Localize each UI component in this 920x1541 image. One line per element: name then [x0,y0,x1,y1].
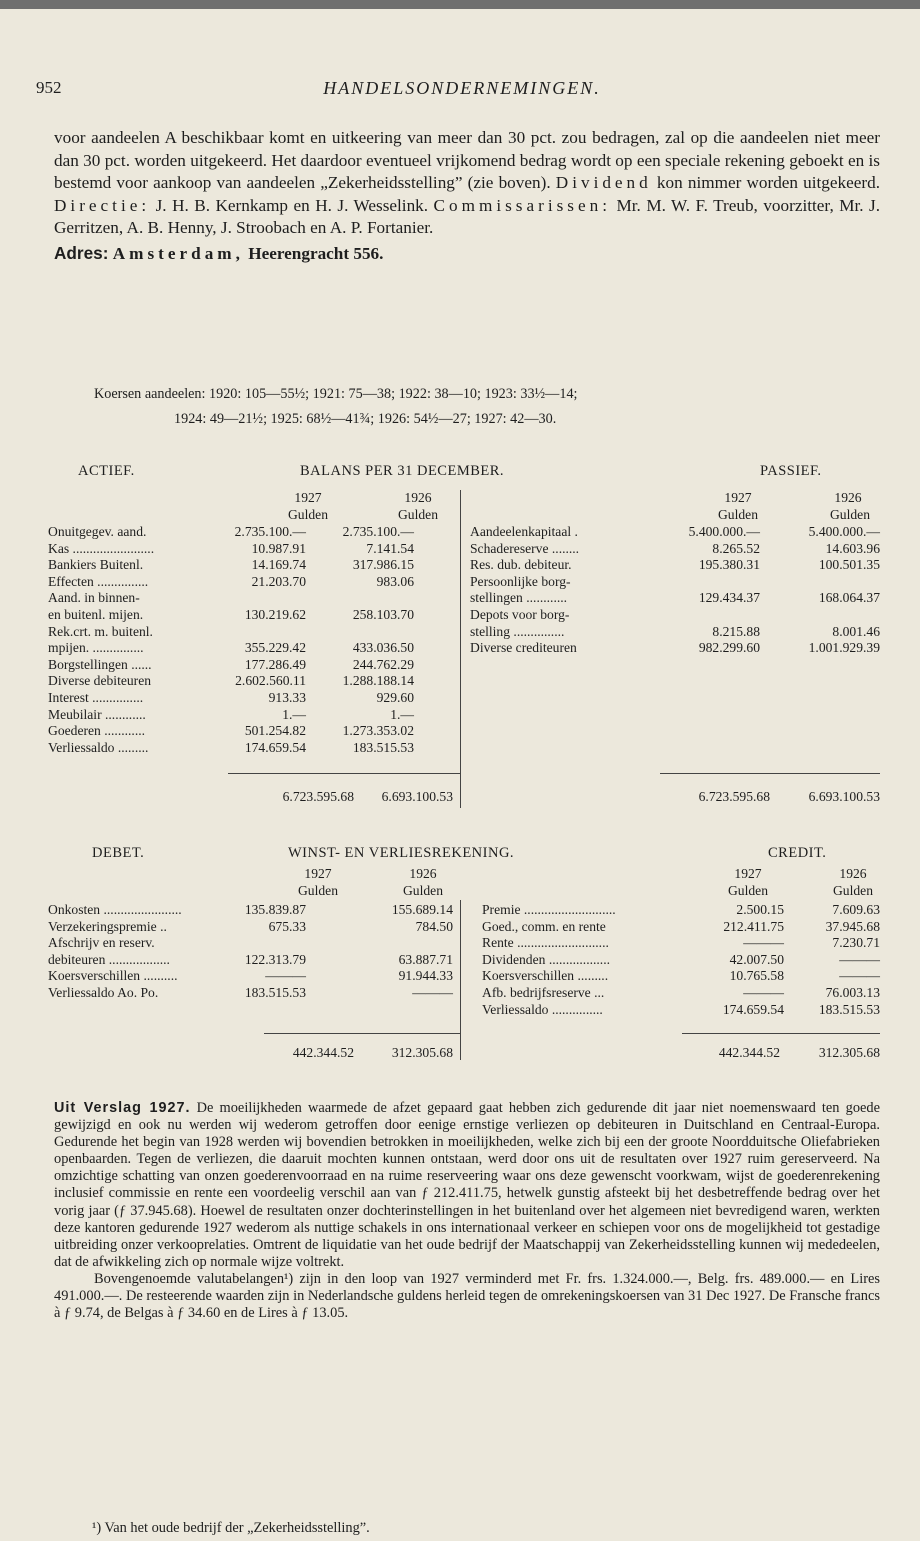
row-value-a: 174.659.54 [722,1001,784,1017]
row-value-b: 91.944.33 [398,968,453,984]
row-label: mpijen. ............... [48,640,144,656]
row-label: Aand. in binnen- [48,590,140,606]
intro-text-4: Mr. M. W. F. Treub, voorzitter, Mr. J. Gerritzen, A. B. Henny, J. Stroobach en A. P. Fortanier. [54,195,881,238]
row-value-b: 258.103.70 [352,606,414,622]
table-row [48,673,453,690]
table-row [470,607,880,624]
pl-right-currency-a: Gulden [727,882,769,898]
pl-divider [460,900,461,1060]
table-row [482,919,880,936]
row-value-b: 63.887.71 [398,951,453,967]
pl-right-total-a: 442.344.52 [718,1045,780,1060]
intro-paragraph [54,127,880,240]
row-label: Diverse crediteuren [470,640,577,656]
dividend-label: Dividend [555,173,652,193]
row-label: Onkosten ....................... [48,902,182,917]
balance-left-rule [228,773,460,774]
balance-right-total-b: 6.693.100.53 [808,789,880,804]
pl-left-total-a: 442.344.52 [292,1045,354,1060]
quotes-line-2: 1924: 49—21½; 1925: 68½—41¾; 1926: 54½—27; 1927: 42—30. [174,411,557,427]
table-row [48,557,453,574]
row-value-b: 1.001.929.39 [808,640,880,656]
table-row [482,902,880,919]
row-value-b: 7.141.54 [366,540,414,556]
page-header [36,78,888,100]
row-label: debiteuren .................. [48,951,170,967]
balance-left-year-b: 1926 [404,490,432,505]
row-label: stellingen ............ [470,590,568,606]
table-row [48,524,453,541]
row-label: Rek.crt. m. buitenl. [48,623,153,639]
table-row [482,935,880,952]
pl-left-currency-b: Gulden [402,882,444,898]
pl-right-year-a: 1927 [734,866,762,881]
pl-left-year-a: 1927 [304,866,332,881]
page-number: 952 [36,78,62,97]
balance-right-year-a: 1927 [724,490,752,505]
row-label: Diverse debiteuren [48,673,152,689]
balance-left-total-b: 6.693.100.53 [381,789,453,804]
row-value-b: ——— [412,984,453,1000]
row-value-b: 37.945.68 [825,918,880,934]
row-value-b: 317.986.15 [352,557,414,573]
row-value-a: 8.215.88 [712,623,760,639]
row-label: Koersverschillen .......... [48,968,178,984]
table-row [470,640,880,657]
row-value-b: 433.036.50 [352,640,414,656]
row-value-a: 21.203.70 [251,573,306,589]
table-row [48,590,453,607]
balance-right-rule [660,773,880,774]
quotes-line-1: Koersen aandeelen: 1920: 105—55½; 1921: 75—38; 1922: 38—10; 1923: 33½—14; [94,386,578,402]
table-row [48,919,453,936]
row-label: Borgstellingen ...... [48,656,152,672]
table-row [470,574,880,591]
row-label: Goederen ............ [48,723,146,739]
row-value-a: 10.765.58 [729,968,784,984]
balance-left-currency-b: Gulden [397,506,439,522]
row-value-b: 7.230.71 [832,935,880,951]
row-value-a: 2.735.100.— [234,524,306,539]
address-line [54,242,880,266]
table-row [48,952,453,969]
row-value-a: 2.602.560.11 [235,673,306,689]
table-row [48,902,453,919]
balance-left-year-a: 1927 [294,490,322,505]
balance-left-table [48,524,453,756]
row-value-a: 177.286.49 [244,656,306,672]
row-value-a: 183.515.53 [244,984,306,1000]
balance-left-currency-a: Gulden [287,506,329,522]
pl-totals [48,1045,890,1062]
footnote: ¹) Van het oude bedrijf der „Zekerheidsstelling”. [92,1520,370,1536]
pl-left-rule [264,1033,460,1034]
table-row [48,640,453,657]
balance-right-total-a: 6.723.595.68 [698,789,770,804]
intro-text-2: kon nimmer worden uitgekeerd. [656,173,880,193]
pl-column-heads [48,866,890,899]
row-value-a: 195.380.31 [698,557,760,573]
pl-right-rule [682,1033,880,1034]
directie-label: Directie: [54,195,151,215]
row-label: Persoonlijke borg- [470,573,571,589]
row-value-a: ——— [743,935,784,951]
row-value-a: 2.500.15 [736,902,784,917]
row-value-a: 174.659.54 [244,739,306,755]
row-label: Res. dub. debiteur. [470,557,572,573]
row-value-b: 1.288.188.14 [342,673,414,689]
pl-right-total-b: 312.305.68 [818,1045,880,1060]
row-value-b: ——— [839,951,880,967]
row-value-a: ——— [743,984,784,1000]
balance-right-currency-b: Gulden [829,506,871,522]
row-label: Dividenden .................. [482,951,610,967]
table-row [48,574,453,591]
table-row [48,985,453,1002]
balance-left-title: ACTIEF. [78,463,135,479]
table-row [470,524,880,541]
address-street: Heerengracht 556. [248,243,384,263]
row-label: Verliessaldo ......... [48,739,149,755]
table-row [470,590,880,607]
row-value-a: 982.299.60 [698,640,760,656]
balance-totals [48,789,890,806]
table-row [48,607,453,624]
balance-title: BALANS PER 31 DECEMBER. [300,463,505,479]
row-value-b: 1.273.353.02 [342,723,414,739]
row-value-b: 929.60 [376,689,414,705]
table-row [482,968,880,985]
row-label: Schadereserve ........ [470,540,580,556]
row-value-a: 129.434.37 [698,590,760,606]
row-label: Koersverschillen ......... [482,968,609,984]
pl-left-year-b: 1926 [409,866,437,881]
pl-left-table [48,902,453,1002]
intro-text-1: voor aandeelen A beschikbaar komt en uitkeering van meer dan 30 pct. zou bedragen, zal op die aandeelen niet meer dan 30 pct. worden uitgekeerd. Het daardoor eventueel vrijkomend bedrag wordt op een speciale rekening geboekt en is bestemd voor aankoop van aandeelen „Zekerheidsstelling” (zie boven). [54,128,880,193]
pl-left-total-b: 312.305.68 [391,1045,453,1060]
row-value-b: 244.762.29 [352,656,414,672]
row-value-b: 155.689.14 [391,902,453,917]
row-value-a: 10.987.91 [251,540,306,556]
intro-text-3: J. H. B. Kernkamp en H. J. Wesselink. [155,195,429,215]
table-row [470,541,880,558]
table-row [470,557,880,574]
row-label: en buitenl. mijen. [48,606,144,622]
row-value-a: 212.411.75 [723,918,784,934]
row-value-b: 2.735.100.— [342,524,414,539]
table-row [48,968,453,985]
table-row [482,985,880,1002]
row-value-a: 355.229.42 [244,640,306,656]
balance-divider [460,490,461,808]
balance-left-total-a: 6.723.595.68 [282,789,354,804]
row-label: Aandeelenkapitaal . [470,524,578,539]
share-quotes [54,382,880,432]
pl-right-table [482,902,880,1018]
row-value-a: 14.169.74 [251,557,306,573]
balance-column-heads [48,490,890,523]
row-label: Premie ........................... [482,902,616,917]
running-title: HANDELSONDERNEMINGEN. [323,78,601,98]
table-row [48,624,453,641]
row-label: Afb. bedrijfsreserve ... [482,984,605,1000]
row-value-b: 14.603.96 [825,540,880,556]
row-value-a: 913.33 [268,689,306,705]
commissarissen-label: Commissarissen: [433,195,611,215]
address-city: Amsterdam, [112,243,244,263]
pl-right-year-b: 1926 [839,866,867,881]
report-text-1: De moeilijkheden waarmede de afzet gepaard gaat hebben zich gedurende dit jaar niet noemenswaard ten goede gewijzigd en ook nu werden wij wederom getroffen door eenige ernstige verliezen op debiteuren in Duitschland en Centraal-Europa. Gedurende het begin van 1928 werden wij bovendien betrokken in moeilijkheden, welke zich bij een der groote Noordduitsche Oliefabrieken openbaarden. Tegen de verliezen, die daaruit mochten kunnen ontstaan, werd door ons uit de resultaten over 1927 ruim gereserveerd. Na omzichtige schatting van onzen goederenvoorraad en na ruime reserveering waar ons deze gewenscht voorkwam, wijst de goederenrekening inclusief commissie en rente een voordeelig verschil aan van ƒ 212.411.75, hetwelk gunstig afsteekt bij het desbetreffende bedrag over het vorig jaar (ƒ 37.945.68). Hoewel de resultaten onzer dochterinstellingen in het buitenland over het algemeen niet bevredigend waren, werkten deze kantoren gedurende 1927 wederom als nuttige schakels in ons internationaal verkeer en schiepen voor ons de mogelijkheid tot gestadige uitbreiding onzer verkooprelaties. Omtrent de liquidatie van het oude bedrijf der Maatschappij van Zekerheidsstelling kunnen wij mededeelen, dat de afwikkeling zich op normale wijze voltrekt. [54,1100,880,1270]
row-value-b: 183.515.53 [818,1001,880,1017]
row-value-a: 8.265.52 [712,540,760,556]
row-label: Meubilair ............ [48,706,146,722]
row-value-b: 784.50 [415,918,453,934]
row-value-a: 130.219.62 [244,606,306,622]
row-value-b: ——— [839,968,880,984]
table-row [470,624,880,641]
row-label: Verzekeringspremie .. [48,918,167,934]
row-label: Rente ........................... [482,935,609,951]
row-value-b: 5.400.000.— [808,524,880,539]
row-value-b: 1.— [390,706,414,722]
row-label: Verliessaldo Ao. Po. [48,984,159,1000]
balance-right-year-b: 1926 [834,490,862,505]
report-lead: Uit Verslag 1927. [54,1100,191,1116]
row-label: Effecten ............... [48,573,149,589]
table-row [482,1002,880,1019]
table-row [48,707,453,724]
row-value-a: 675.33 [268,918,306,934]
balance-right-currency-a: Gulden [717,506,759,522]
row-value-b: 983.06 [376,573,414,589]
table-row [48,657,453,674]
pl-right-currency-b: Gulden [832,882,874,898]
pl-right-title: CREDIT. [768,845,827,861]
table-row [48,690,453,707]
row-label: Goed., comm. en rente [482,918,606,934]
annual-report [54,1100,880,1322]
report-paragraph-1 [54,1100,880,1271]
balance-right-title: PASSIEF. [760,463,822,479]
address-label: Adres: [54,242,109,263]
row-value-a: 42.007.50 [729,951,784,967]
row-value-b: 7.609.63 [832,902,880,917]
row-label: Bankiers Buitenl. [48,557,144,573]
row-value-a: ——— [265,968,306,984]
balance-right-table [470,524,880,657]
row-value-a: 501.254.82 [244,723,306,739]
row-value-b: 183.515.53 [352,739,414,755]
row-label: stelling ............... [470,623,565,639]
table-row [48,541,453,558]
row-label: Depots voor borg- [470,606,570,622]
row-value-a: 122.313.79 [244,951,306,967]
row-label: Kas ........................ [48,540,155,556]
pl-left-title: DEBET. [92,845,145,861]
row-label: Onuitgegev. aand. [48,524,147,539]
table-row [48,740,453,757]
row-value-a: 135.839.87 [244,902,306,917]
table-row [482,952,880,969]
table-row [48,723,453,740]
row-value-a: 5.400.000.— [688,524,760,539]
row-value-b: 76.003.13 [825,984,880,1000]
page-top-edge [0,0,920,9]
row-value-b: 100.501.35 [818,557,880,573]
row-label: Verliessaldo ............... [482,1001,603,1017]
report-paragraph-2: Bovengenoemde valutabelangen¹) zijn in den loop van 1927 verminderd met Fr. frs. 1.324.000.—, Belg. frs. 489.000.— en Lires 491.000.—. De resteerende waarden zijn in Nederlandsche guldens herleid tegen de omrekeningskoersen van 31 Dec 1927. De Fransche francs à ƒ 9.74, de Belgas à ƒ 34.60 en de Lires à ƒ 13.05. [54,1270,880,1322]
row-value-b: 8.001.46 [832,623,880,639]
row-value-b: 168.064.37 [818,590,880,606]
row-label: Interest ............... [48,689,144,705]
row-value-a: 1.— [282,706,306,722]
row-label: Afschrijv en reserv. [48,935,155,951]
pl-left-currency-a: Gulden [297,882,339,898]
pl-title: WINST- EN VERLIESREKENING. [288,845,515,861]
intro-text [54,127,880,266]
table-row [48,935,453,952]
